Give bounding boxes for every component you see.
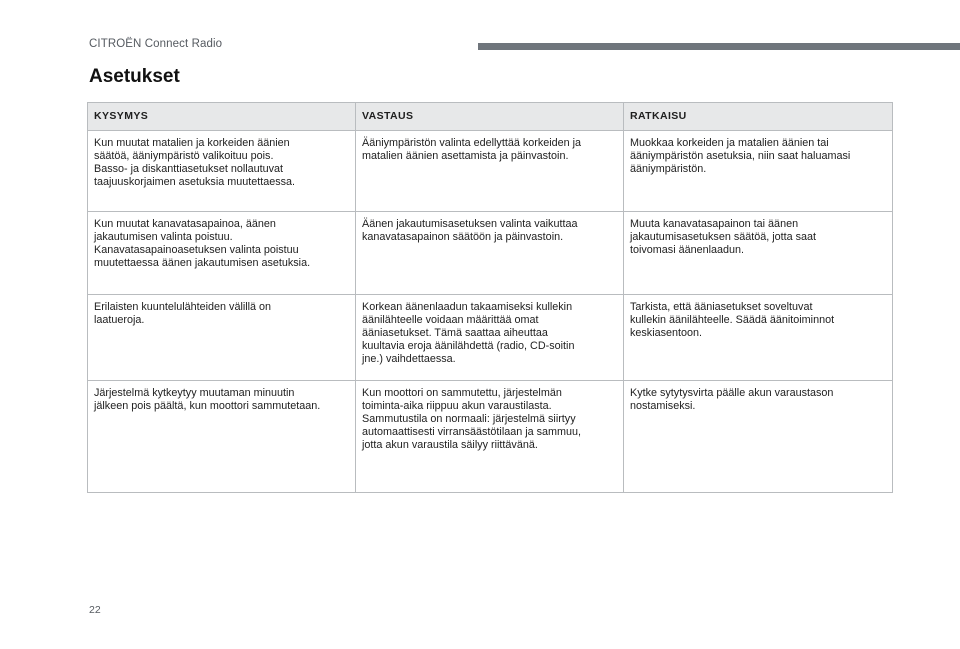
column-header-ratkaisu: RATKAISU: [624, 103, 893, 131]
cell-line: Kun muutat kanavatasapainoa, äänen: [94, 218, 276, 231]
cell-line: Ääniympäristön valinta edellyttää korkeiden ja: [362, 137, 582, 150]
cell-line: keskiasentoon.: [630, 327, 703, 340]
question-cell: [88, 131, 356, 212]
page-number: 22: [89, 604, 101, 616]
table-row: [88, 212, 893, 295]
cell-line: muutettaessa äänen jakautumisen asetuksia.: [94, 257, 311, 270]
cell-line: kanavatasapainon säätöön ja päinvastoin.: [362, 231, 564, 244]
faq-table: [87, 102, 893, 493]
cell-line: ääniasetukset. Tämä saattaa aiheuttaa: [362, 327, 548, 340]
cell-line: Sammutustila on normaali: järjestelmä siirtyy: [362, 413, 576, 426]
cell-line: matalien äänien asettamista ja päinvastoin.: [362, 150, 569, 163]
cell-line: Muuta kanavatasapainon tai äänen: [630, 218, 799, 231]
cell-line: laatueroja.: [94, 314, 145, 327]
table-row: [88, 295, 893, 381]
cell-line: Basso- ja diskanttiasetukset nollautuvat: [94, 163, 284, 176]
cell-line: taajuuskorjaimen asetuksia muutettaessa.: [94, 176, 296, 189]
cell-line: Kytke sytytysvirta päälle akun varaustason: [630, 387, 834, 400]
cell-line: automaattisesti virransäästötilaan ja sammuu,: [362, 426, 582, 439]
running-header: CITROËN Connect Radio: [89, 38, 223, 50]
answer-cell: [356, 131, 624, 212]
table-row: [88, 131, 893, 212]
question-cell: [88, 381, 356, 493]
column-header-vastaus: VASTAUS: [356, 103, 624, 131]
cell-line: Tarkista, että ääniasetukset soveltuvat: [630, 301, 813, 314]
cell-line: Järjestelmä kytkeytyy muutaman minuutin: [94, 387, 295, 400]
solution-cell: [624, 212, 893, 295]
cell-line: äänilähteelle voidaan määrittää omat: [362, 314, 539, 327]
cell-line: Muokkaa korkeiden ja matalien äänien tai: [630, 137, 829, 150]
cell-line: Kun moottori on sammutettu, järjestelmän: [362, 387, 562, 400]
question-cell: [88, 295, 356, 381]
solution-cell: [624, 381, 893, 493]
table-row: [88, 381, 893, 493]
cell-line: toiminta-aika riippuu akun varaustilasta.: [362, 400, 552, 413]
cell-line: ääniympäristön.: [630, 163, 707, 176]
cell-line: kullekin äänilähteelle. Säädä äänitoiminnot: [630, 314, 835, 327]
cell-line: Korkean äänenlaadun takaamiseksi kullekin: [362, 301, 573, 314]
cell-line: säätöä, ääniympäristö valikoituu pois.: [94, 150, 274, 163]
column-header-kysymys: KYSYMYS: [88, 103, 356, 131]
cell-line: Kun muutat matalien ja korkeiden äänien: [94, 137, 290, 150]
cell-line: Erilaisten kuuntelulähteiden välillä on: [94, 301, 272, 314]
cell-line: ääniympäristön asetuksia, niin saat haluamasi: [630, 150, 851, 163]
cell-line: jakautumisasetuksen säätöä, jotta saat: [630, 231, 817, 244]
cell-line: Kanavatasapainoasetuksen valinta poistuu: [94, 244, 299, 257]
answer-cell: [356, 212, 624, 295]
cell-line: kuultavia eroja äänilähdettä (radio, CD-soitin: [362, 340, 575, 353]
cell-line: jälkeen pois päältä, kun moottori sammutetaan.: [94, 400, 321, 413]
answer-cell: [356, 381, 624, 493]
cell-line: jakautumisen valinta poistuu.: [94, 231, 233, 244]
header-accent-bar: [478, 43, 960, 50]
solution-cell: [624, 131, 893, 212]
solution-cell: [624, 295, 893, 381]
cell-line: Äänen jakautumisasetuksen valinta vaikuttaa: [362, 218, 578, 231]
cell-line: jne.) vaihdettaessa.: [362, 353, 456, 366]
question-cell: [88, 212, 356, 295]
cell-line: nostamiseksi.: [630, 400, 696, 413]
cell-line: toivomasi äänenlaadun.: [630, 244, 745, 257]
page-title: Asetukset: [89, 66, 180, 87]
answer-cell: [356, 295, 624, 381]
table-header-row: [88, 103, 893, 131]
cell-line: jotta akun varaustila säilyy riittävänä.: [362, 439, 538, 452]
